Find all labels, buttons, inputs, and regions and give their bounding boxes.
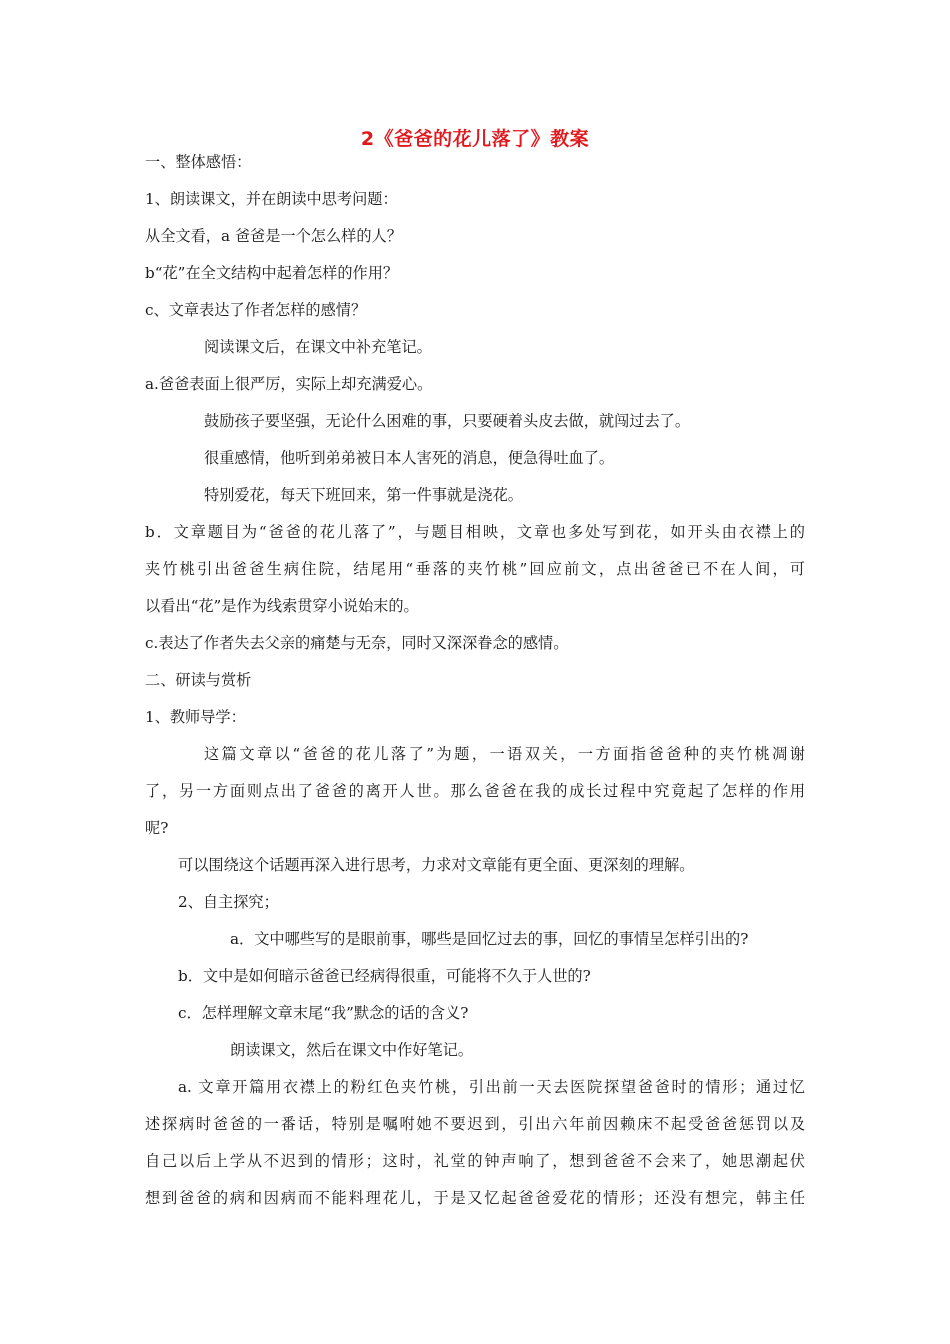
paragraph-line: 朗读课文，然后在课文中作好笔记。 bbox=[230, 1041, 473, 1059]
paragraph-line: a. 文章开篇用衣襟上的粉红色夹竹桃，引出前一天去医院探望爸爸时的情形；通过忆 bbox=[178, 1078, 805, 1096]
paragraph-line: c．怎样理解文章末尾“我”默念的话的含义? bbox=[178, 1004, 469, 1022]
paragraph-line: 1、朗读课文，并在朗读中思考问题： bbox=[145, 190, 398, 208]
paragraph-line: c.表达了作者失去父亲的痛楚与无奈，同时又深深眷念的感情。 bbox=[145, 634, 569, 652]
paragraph-line: 1、教师导学： bbox=[145, 708, 246, 726]
paragraph-line: 特别爱花，每天下班回来，第一件事就是浇花。 bbox=[204, 486, 523, 504]
paragraph-line: 自己以后上学从不迟到的情形；这时，礼堂的钟声响了，想到爸爸不会来了，她思潮起伏 bbox=[145, 1152, 805, 1170]
paragraph-line: b．文章题目为“爸爸的花儿落了”，与题目相映，文章也多处写到花，如开头由衣襟上的 bbox=[145, 523, 805, 541]
paragraph-line: c、文章表达了作者怎样的感情？ bbox=[145, 301, 367, 319]
paragraph-line: 鼓励孩子要坚强，无论什么困难的事，只要硬着头皮去做，就闯过去了。 bbox=[204, 412, 690, 430]
paragraph-line: a．文中哪些写的是眼前事，哪些是回忆过去的事，回忆的事情呈怎样引出的? bbox=[230, 930, 749, 948]
paragraph-line: 以看出“花”是作为线索贯穿小说始末的。 bbox=[145, 597, 419, 615]
paragraph-line: 可以围绕这个话题再深入进行思考，力求对文章能有更全面、更深刻的理解。 bbox=[178, 856, 695, 874]
paragraph-line: 这篇文章以“爸爸的花儿落了”为题，一语双关，一方面指爸爸种的夹竹桃凋谢 bbox=[204, 745, 805, 763]
paragraph-line: b“花”在全文结构中起着怎样的作用？ bbox=[145, 264, 399, 282]
paragraph-line: 阅读课文后，在课文中补充笔记。 bbox=[204, 338, 432, 356]
paragraph-line: 2、自主探究； bbox=[178, 893, 279, 911]
paragraph-line: 述探病时爸爸的一番话，特别是嘱咐她不要迟到，引出六年前因赖床不起受爸爸惩罚以及 bbox=[145, 1115, 805, 1133]
document-title: 2《爸爸的花儿落了》教案 bbox=[360, 128, 590, 150]
paragraph-line: 夹竹桃引出爸爸生病住院，结尾用“垂落的夹竹桃”回应前文，点出爸爸已不在人间，可 bbox=[145, 560, 805, 578]
section-heading: 二、研读与赏析 bbox=[145, 671, 252, 689]
paragraph-line: 想到爸爸的病和因病而不能料理花儿，于是又忆起爸爸爱花的情形；还没有想完，韩主任 bbox=[145, 1189, 805, 1207]
paragraph-line: 了，另一方面则点出了爸爸的离开人世。那么爸爸在我的成长过程中究竟起了怎样的作用 bbox=[145, 782, 805, 800]
paragraph-line: 呢? bbox=[145, 819, 169, 837]
paragraph-line: a.爸爸表面上很严厉，实际上却充满爱心。 bbox=[145, 375, 433, 393]
paragraph-line: b．文中是如何暗示爸爸已经病得很重，可能将不久于人世的? bbox=[178, 967, 591, 985]
paragraph-line: 从全文看，a 爸爸是一个怎么样的人？ bbox=[145, 227, 402, 245]
section-heading: 一、整体感悟： bbox=[145, 153, 252, 171]
paragraph-line: 很重感情，他听到弟弟被日本人害死的消息，便急得吐血了。 bbox=[204, 449, 615, 467]
